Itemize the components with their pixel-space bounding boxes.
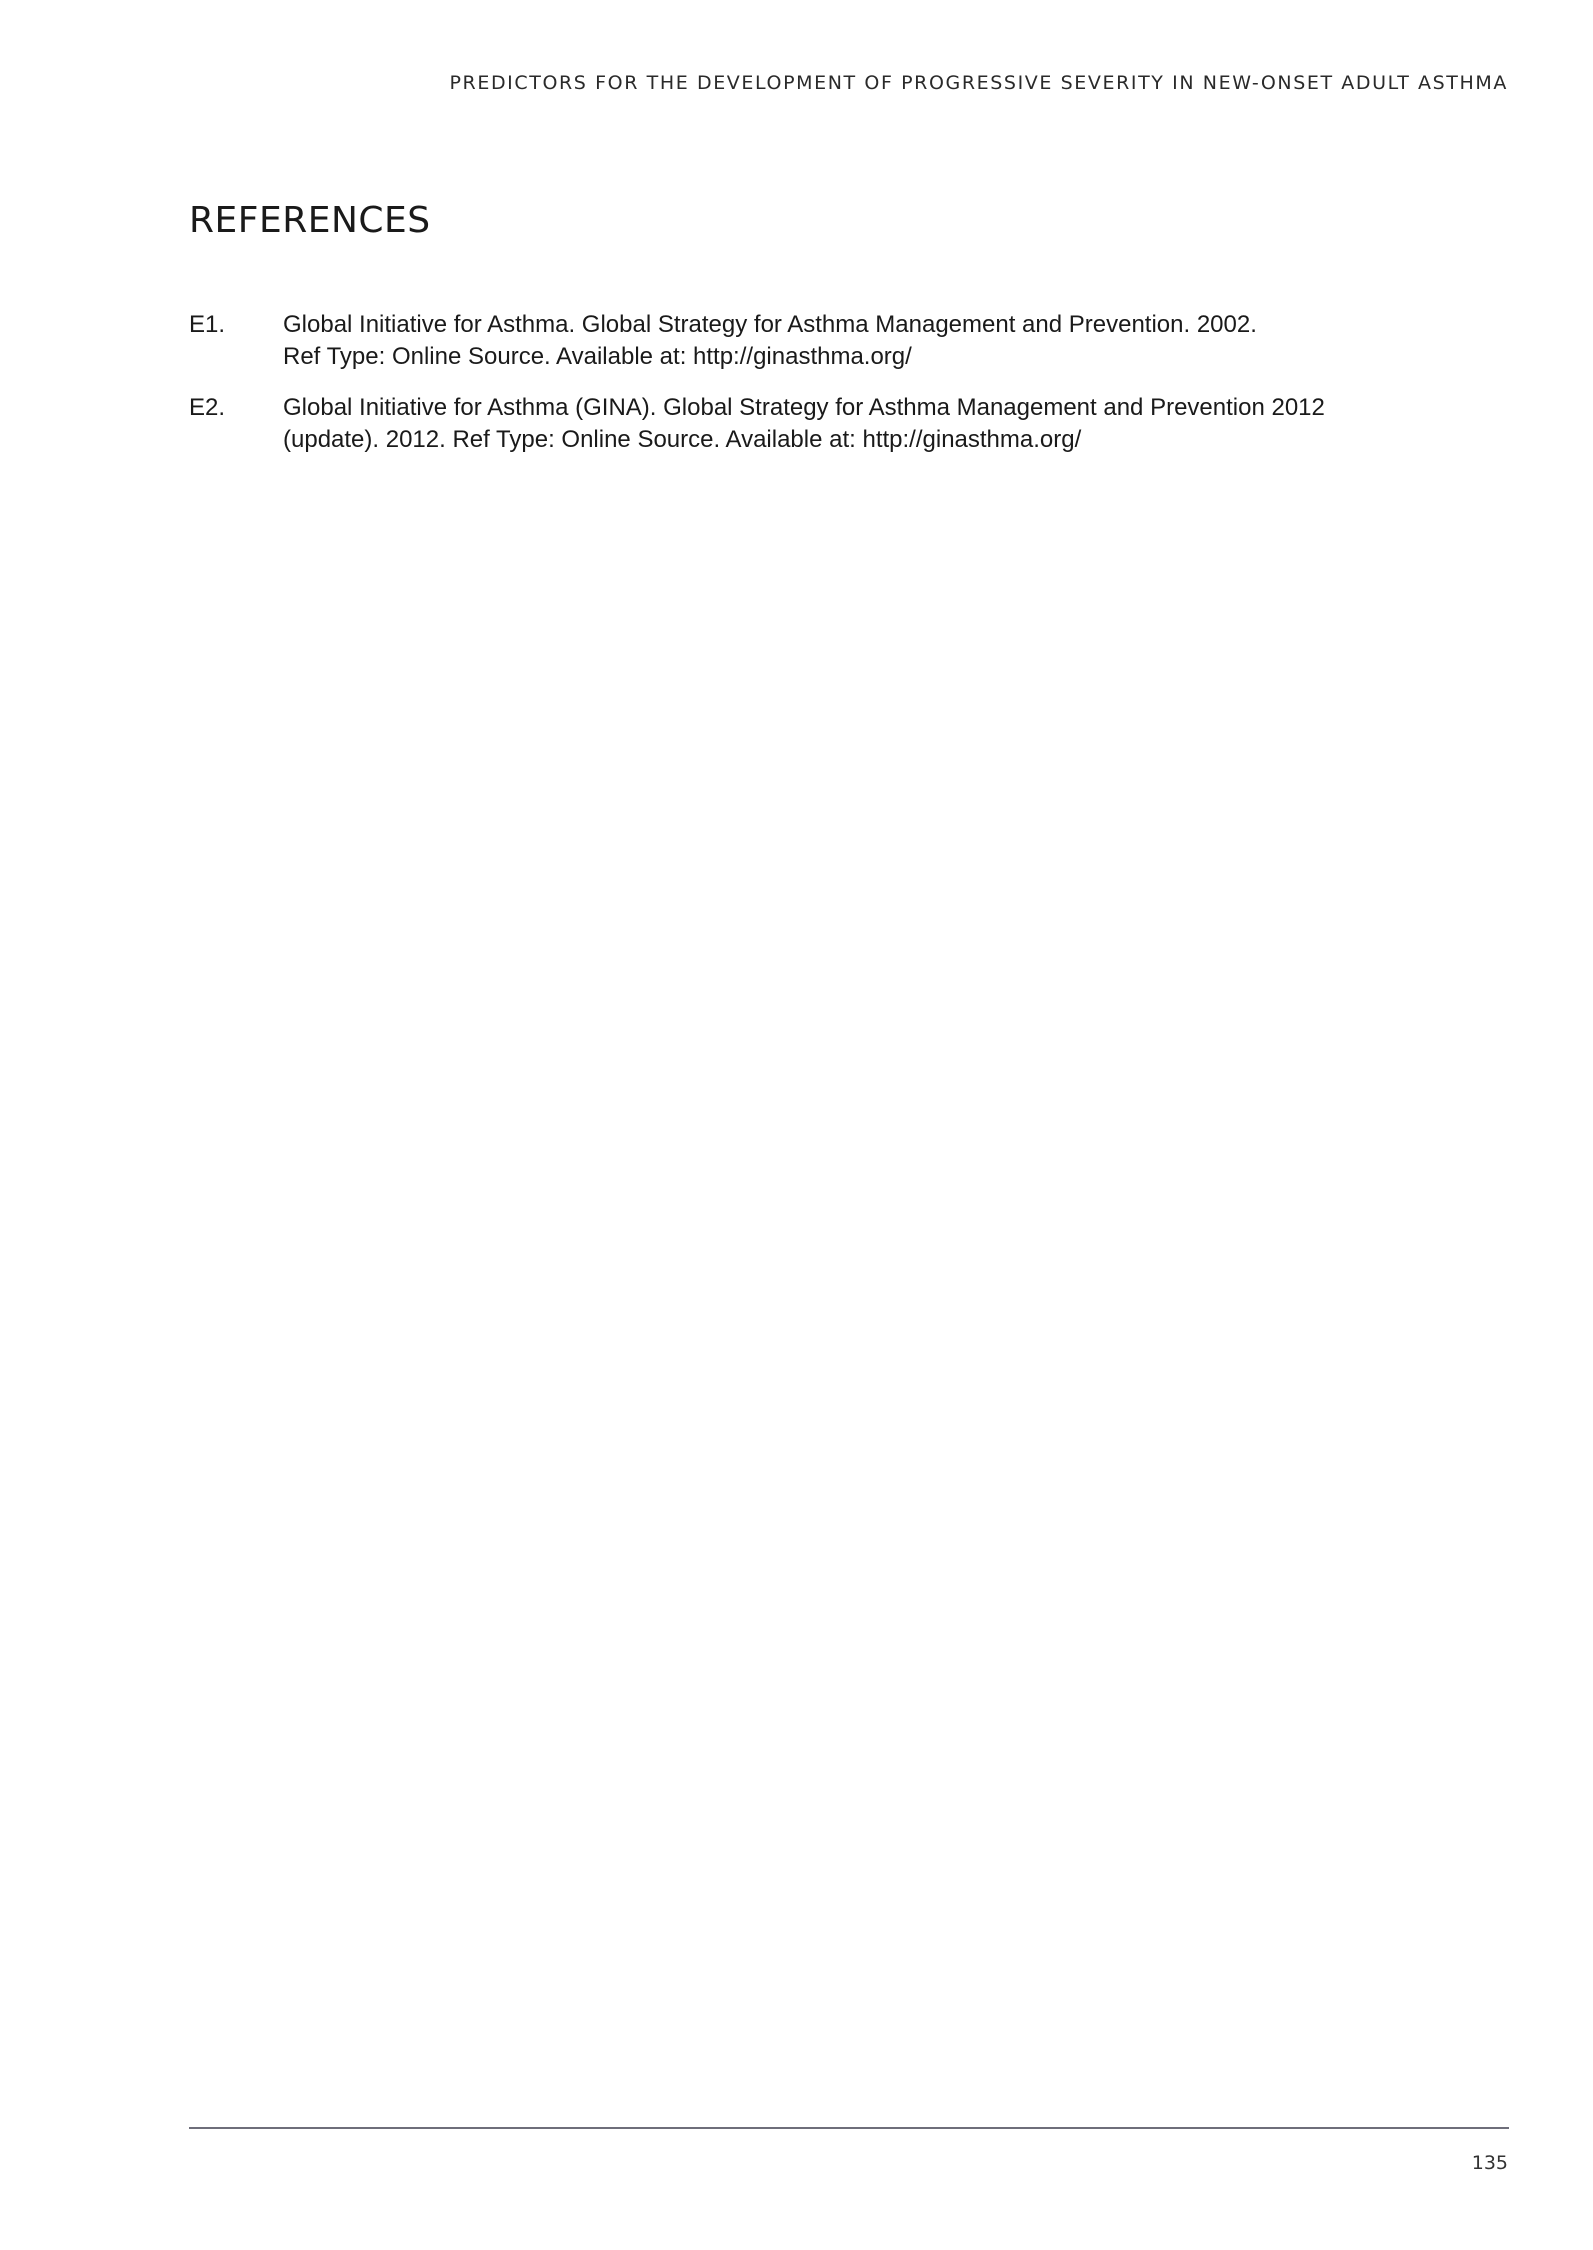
reference-text: Global Initiative for Asthma. Global Strategy for Asthma Management and Prevention. 2002. Ref Type: Online Source. Available at: http://ginasthma.org/: [283, 311, 1257, 370]
running-header: PREDICTORS FOR THE DEVELOPMENT OF PROGRESSIVE SEVERITY IN NEW-ONSET ADULT ASTHMA: [449, 72, 1508, 94]
footer-divider: [189, 2127, 1509, 2129]
reference-text: Global Initiative for Asthma (GINA). Global Strategy for Asthma Management and Prevention 2012 (update). 2012. Ref Type: Online Source. Available at: http://ginasthma.org/: [283, 394, 1325, 453]
reference-list: [189, 309, 1439, 475]
reference-number: E2.: [189, 394, 226, 421]
reference-item: [189, 392, 1439, 456]
section-title: REFERENCES: [189, 200, 431, 241]
reference-number: E1.: [189, 311, 226, 338]
reference-item: [189, 309, 1439, 373]
page-number: 135: [1471, 2152, 1508, 2174]
